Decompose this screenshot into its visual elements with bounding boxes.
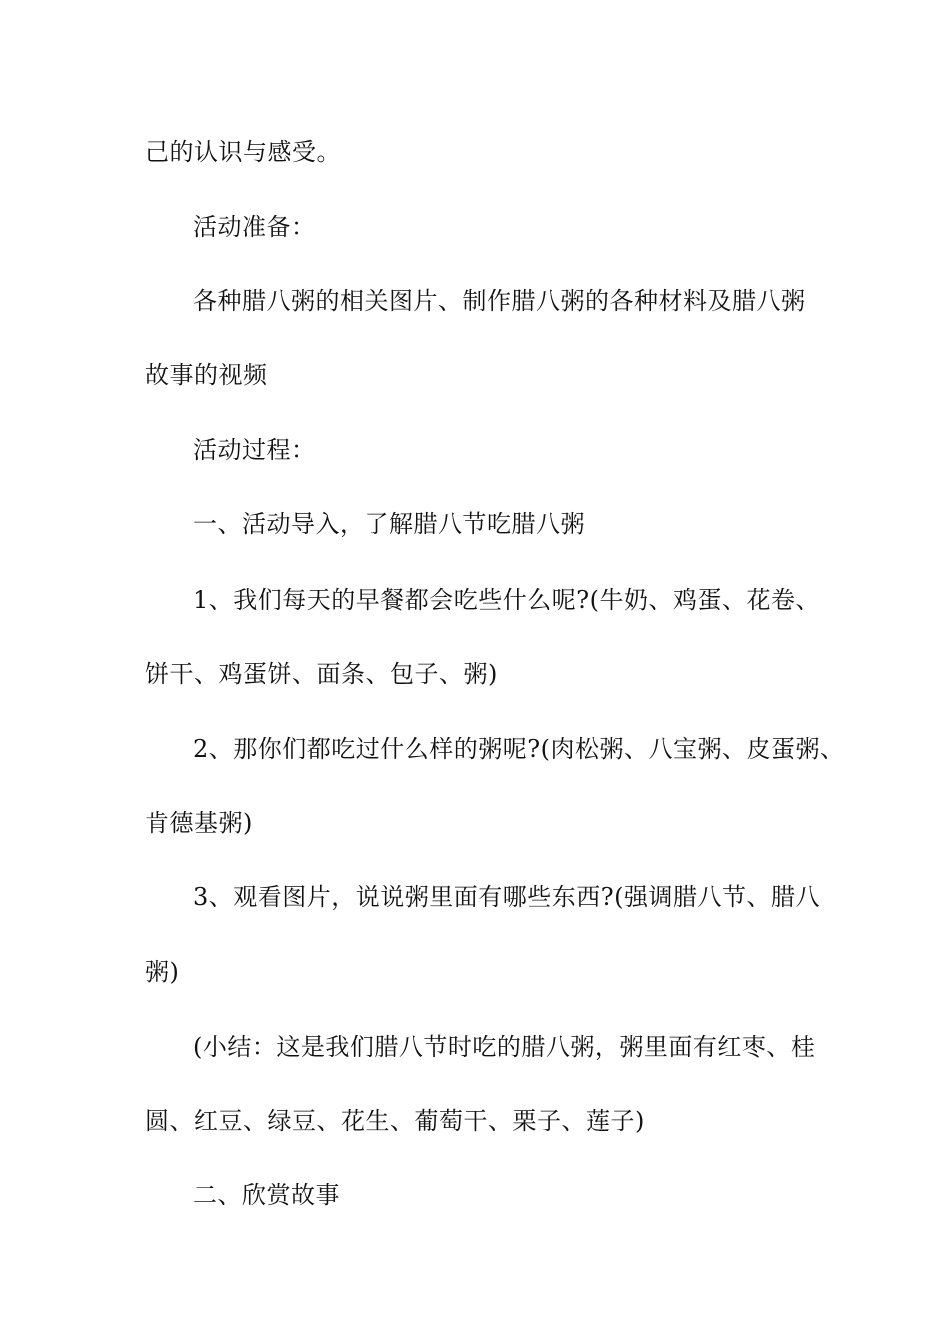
heading-preparation: 活动准备： [193,213,316,241]
text-line-11: 3、观看图片，说说粥里面有哪些东西?(强调腊八节、腊八 [193,883,820,911]
text-line-1: 己的认识与感受。 [145,138,341,166]
section-heading-1: 一、活动导入，了解腊八节吃腊八粥 [193,510,585,538]
text-line-12: 粥) [145,958,180,986]
text-line-13: (小结：这是我们腊八节时吃的腊八粥，粥里面有红枣、桂 [193,1033,816,1061]
text-line-7: 1、我们每天的早餐都会吃些什么呢?(牛奶、鸡蛋、花卷、 [193,586,820,614]
text-line-4: 故事的视频 [145,361,268,389]
text-line-8: 饼干、鸡蛋饼、面条、包子、粥) [145,660,498,688]
text-line-14: 圆、红豆、绿豆、花生、葡萄干、栗子、莲子) [145,1107,645,1135]
text-line-10: 肯德基粥) [145,809,253,837]
text-line-3: 各种腊八粥的相关图片、制作腊八粥的各种材料及腊八粥 [193,287,806,315]
heading-process: 活动过程： [193,436,316,464]
section-heading-2: 二、欣赏故事 [193,1181,340,1209]
text-line-9: 2、那你们都吃过什么样的粥呢?(肉松粥、八宝粥、皮蛋粥、 [193,735,845,763]
